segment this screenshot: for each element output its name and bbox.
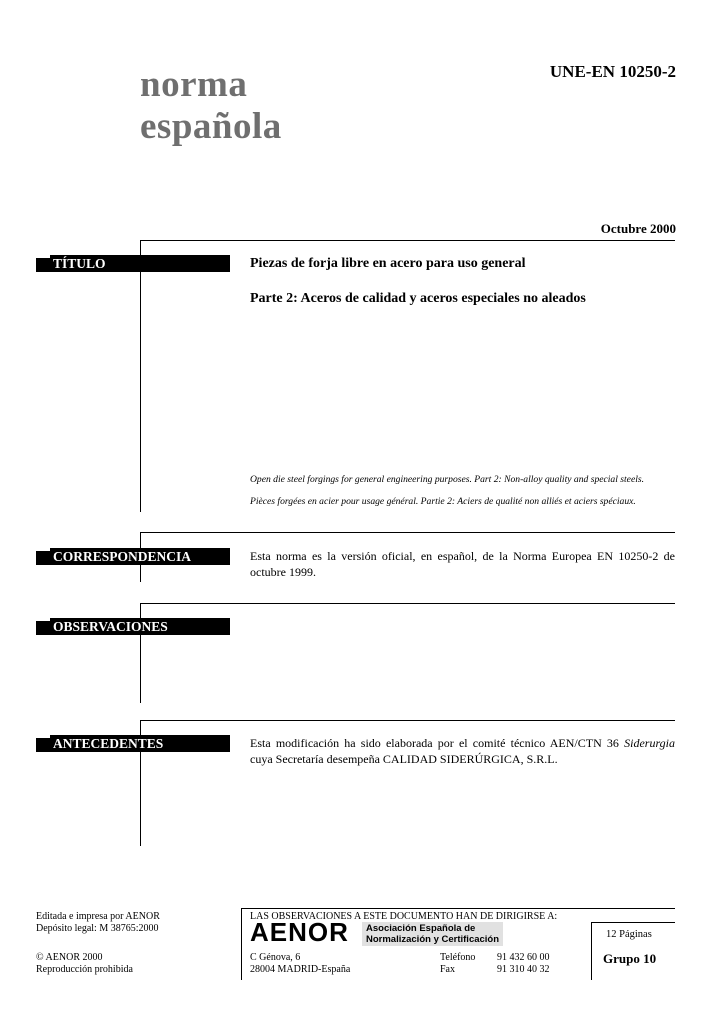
title-spanish-line-2: Parte 2: Aceros de calidad y aceros especiales no aleados — [250, 291, 586, 306]
label-notch — [36, 735, 50, 738]
phone-number: 91 432 60 00 — [497, 952, 550, 963]
antecedentes-committee-name: Siderurgia — [624, 736, 675, 750]
page-count: 12 Páginas — [606, 929, 652, 940]
rule-titulo-side — [140, 240, 141, 512]
aenor-logo: AENOR — [250, 917, 349, 947]
address-line-2: 28004 MADRID-España — [250, 964, 351, 975]
address-line-1: C Génova, 6 — [250, 952, 301, 963]
aenor-full-name — [362, 922, 503, 946]
label-notch — [36, 255, 50, 258]
section-label-correspondencia — [36, 548, 230, 565]
antecedentes-text — [250, 735, 675, 767]
fax-number: 91 310 40 32 — [497, 964, 550, 975]
section-label-text: ANTECEDENTES — [53, 736, 164, 751]
brand-line-2: española — [140, 106, 282, 147]
copyright: © AENOR 2000 — [36, 952, 103, 963]
rule-correspondencia-top — [140, 532, 675, 533]
antecedentes-text-part-2: cuya Secretaría desempeña CALIDAD SIDERÚRGICA, S.R.L. — [250, 752, 558, 766]
rule-pages-box-side — [591, 922, 592, 980]
antecedentes-text-part-1: Esta modificación ha sido elaborada por el comité técnico AEN/CTN 36 — [250, 736, 625, 750]
section-label-text: CORRESPONDENCIA — [53, 549, 192, 564]
rule-titulo-top — [140, 240, 675, 241]
publication-date: Octubre 2000 — [600, 221, 676, 236]
standard-code: UNE-EN 10250-2 — [549, 62, 676, 81]
price-group: Grupo 10 — [603, 951, 657, 966]
aenor-full-name-line-2: Normalización y Certificación — [366, 934, 500, 945]
edited-by: Editada e impresa por AENOR — [36, 911, 160, 922]
rule-footer-top — [241, 908, 675, 909]
rule-antecedentes-top — [140, 720, 675, 721]
title-spanish-line-1: Piezas de forja libre en acero para uso general — [250, 256, 526, 271]
correspondencia-text: Esta norma es la versión oficial, en español, de la Norma Europea EN 10250-2 de octubre 1999. — [250, 549, 675, 579]
reproduction-notice: Reproducción prohibida — [36, 964, 133, 975]
label-notch — [36, 548, 50, 551]
observations-notice: LAS OBSERVACIONES A ESTE DOCUMENTO HAN DE DIRIGIRSE A: — [250, 911, 558, 922]
section-label-antecedentes — [36, 735, 230, 752]
section-label-text: TÍTULO — [53, 256, 106, 271]
section-label-text: OBSERVACIONES — [53, 619, 168, 634]
aenor-full-name-line-1: Asociación Española de — [366, 923, 476, 934]
deposito-legal: Depósito legal: M 38765:2000 — [36, 923, 159, 934]
section-label-titulo — [36, 255, 230, 272]
title-english: Open die steel forgings for general engineering purposes. Part 2: Non-alloy quality and special steels. — [250, 474, 644, 485]
brand-line-1: norma — [140, 64, 248, 105]
section-label-observaciones — [36, 618, 230, 635]
rule-observaciones-top — [140, 603, 675, 604]
rule-footer-side — [241, 908, 242, 980]
phone-label: Teléfono — [440, 952, 476, 963]
rule-pages-box-top — [591, 922, 675, 923]
fax-label: Fax — [440, 964, 455, 975]
title-french: Pièces forgées en acier pour usage général. Partie 2: Aciers de qualité non alliés et aciers spéciaux. — [250, 496, 636, 507]
label-notch — [36, 618, 50, 621]
